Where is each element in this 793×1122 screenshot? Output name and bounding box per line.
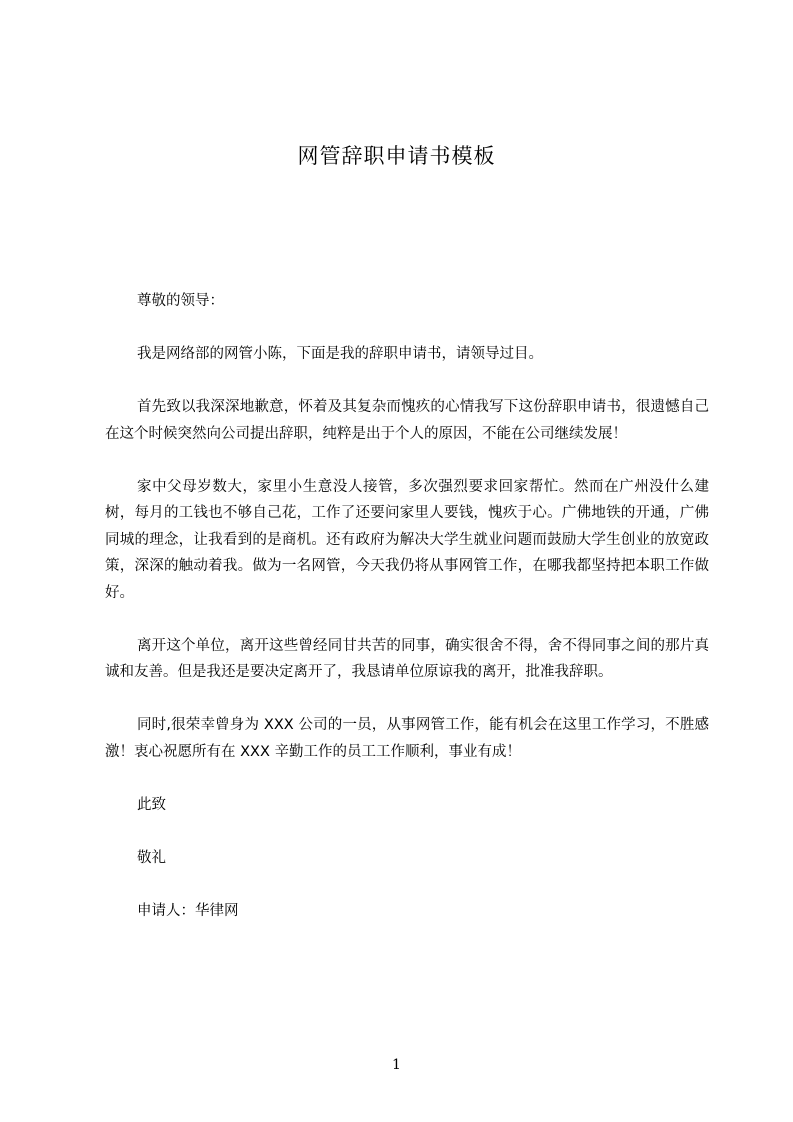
document-body bbox=[105, 288, 709, 951]
page-number: 1 bbox=[392, 1057, 401, 1073]
paragraph-reasons: 家中父母岁数大，家里小生意没人接管，多次强烈要求回家帮忙。然而在广州没什么建树，每月的工钱也不够自己花，工作了还要问家里人要钱，愧疚于心。广佛地铁的开通，广佛同城的理念，让我看到的是商机。还有政府为解决大学生就业问题而鼓励大学生创业的放宽政策，深深的触动着我。做为一名网管，今天我仍将从事网管工作，在哪我都坚持把本职工作做好。 bbox=[105, 478, 709, 601]
document-title: 网管辞职申请书模板 bbox=[297, 144, 496, 168]
signature: 申请人：华律网 bbox=[137, 902, 239, 919]
paragraph-farewell: 离开这个单位，离开这些曾经同甘共苦的同事，确实很舍不得，舍不得同事之间的那片真诚和友善。但是我还是要决定离开了，我恳请单位原谅我的离开，批准我辞职。 bbox=[105, 637, 709, 680]
paragraph-intro: 我是网络部的网管小陈，下面是我的辞职申请书，请领导过目。 bbox=[137, 346, 543, 362]
paragraph-apology: 首先致以我深深地歉意，怀着及其复杂而愧疚的心情我写下这份辞职申请书，很遗憾自己在这个时候突然向公司提出辞职，纯粹是出于个人的原因，不能在公司继续发展！ bbox=[105, 399, 709, 442]
closing-respectfully: 此致 bbox=[137, 796, 166, 813]
closing-salute: 敬礼 bbox=[137, 849, 166, 866]
paragraph-thanks: 同时,很荣幸曾身为 XXX 公司的一员，从事网管工作，能有机会在这里工作学习，不胜感激！衷心祝愿所有在 XXX 辛勤工作的员工工作顺利，事业有成！ bbox=[105, 717, 709, 760]
salutation: 尊敬的领导： bbox=[137, 293, 224, 309]
